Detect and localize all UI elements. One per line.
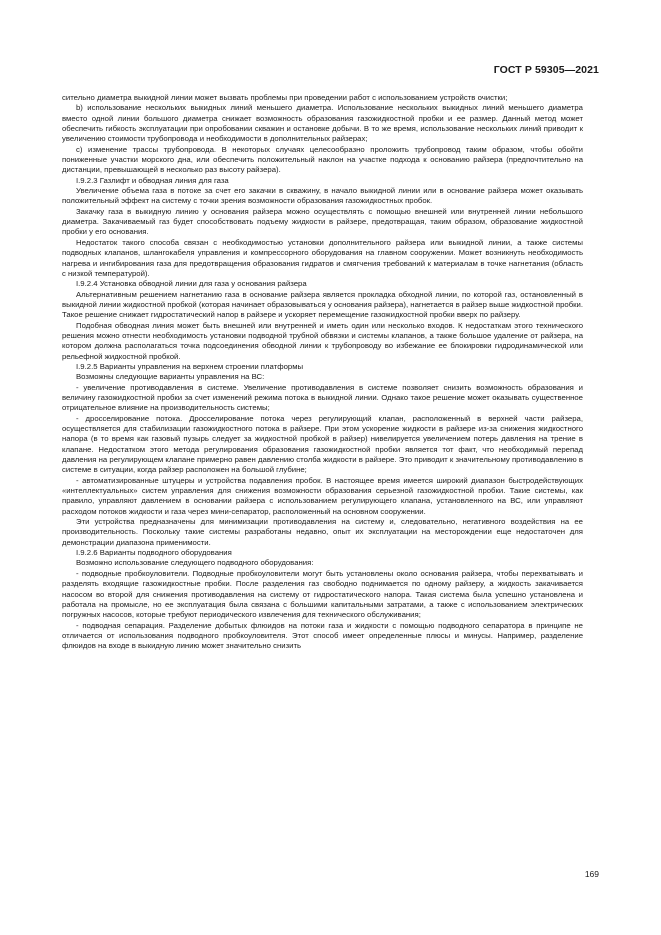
document-code-header: ГОСТ Р 59305—2021 <box>493 64 599 76</box>
paragraph: c) изменение трассы трубопровода. В некоторых случаях целесообразно проложить трубопровод таким образом, чтобы обойти пониженные участки морского дна, или обеспечить положительный наклон на участке подхода к основанию райзера (предпочтительно на дистанции, превышающей в несколько раз высоту райзера). <box>62 144 583 175</box>
list-item: - автоматизированные штуцеры и устройства подавления пробок. В настоящее время имеется широкий диапазон быстродействующих «интеллектуальных» систем управления для снижения возможности образования серьезной газожидкостной пробки. Такие системы, как правило, управляют давлением в основании райзера с использованием регулирующего клапана, установленного на ВС, или управляют расходом потоков жидкости и газа через мини-сепаратор, расположенный на основном сооружении. <box>62 475 583 516</box>
paragraph: Альтернативным решением нагнетанию газа в основание райзера является прокладка обходной линии, по которой газ, остановленный в выкидной линии жидкостной пробкой (которая начинает образовываться у основания райзера), нагнетается в райзер выше жидкостной пробки. Такое решение снижает гидростатический напор в райзере и ускоряет перемещение газожидкостной пробки вверх по райзеру. <box>62 289 583 320</box>
paragraph: Возможно использование следующего подводного оборудования: <box>76 558 314 568</box>
paragraph: Недостаток такого способа связан с необходимостью установки дополнительного райзера или выкидной линии, а также системы подводных клапанов, шлангокабеля управления и компрессорного оборудования на главном сооружении. Может возникнуть необходимость нагрева и ингибирования газа для предотвращения образования гидратов и смягчения требований к материалам в точке нагнетания (область с низкой температурой). <box>62 237 583 278</box>
list-item: - подводная сепарация. Разделение добытых флюидов на потоки газа и жидкости с помощью подводного сепаратора в принципе не отличается от использования подводного пробкоуловителя. Этот способ имеет определенные плюсы и минусы. Например, разделение флюидов на входе в выкидную линию может значительно снизить <box>62 620 583 651</box>
paragraph: Закачку газа в выкидную линию у основания райзера можно осуществлять с помощью внешней или внутренней линии небольшого диаметра. Закачиваемый газ будет способствовать подъему жидкости в райзере, предотвращая, таким образом, образование жидкостной пробки у его основания. <box>62 206 583 237</box>
list-item: - увеличение противодавления в системе. Увеличение противодавления в системе позволяет снизить возможность образования и величину газожидкостной пробки за счет изменений режима потока в выкидной линии. Однако такое решение может оказывать существенное отрицательное влияние на производительность системы; <box>62 382 583 413</box>
section-heading: I.9.2.4 Установка обводной линии для газа у основания райзера <box>76 279 307 289</box>
paragraph: Увеличение объема газа в потоке за счет его закачки в скважину, в начало выкидной линии или в основание райзера может оказывать положительный эффект на систему с точки зрения возможности образования газожидкостных пробок. <box>62 186 583 206</box>
paragraph: Подобная обводная линия может быть внешней или внутренней и иметь один или несколько входов. К недостаткам этого технического решения можно отнести необходимость установки подводной трубной обвязки и системы клапанов, а также большое удаление от райзера, на котором должна располагаться точка подсоединения обводной линии к трубопроводу во избежание ее блокировки гидродинамической или рельефной жидкостной пробкой. <box>62 320 583 361</box>
list-item: - подводные пробкоуловители. Подводные пробкоуловители могут быть установлены около основания райзера, чтобы перехватывать и разделять входящие газожидкостные пробки. После разделения газ свободно поднимается по одному райзеру, а жидкость закачивается насосом во второй для снижения противодавления на систему от гидростатического напора. Такая система была успешно установлена и работала на промысле, но ее эксплуатация была связана с большими капитальными затратами, а также с использованием электрических погружных насосов, которые требуют периодического извлечения для технического обслуживания; <box>62 568 583 620</box>
section-heading: I.9.2.5 Варианты управления на верхнем строении платформы <box>76 361 304 371</box>
paragraph: b) использование нескольких выкидных линий меньшего диаметра. Использование нескольких выкидных линий меньшего диаметра вместо одной линии большого диаметра снижает возможность образования газожидкостной пробки и ее размер. Данный метод может обеспечить гибкость эксплуатации при опробовании скважин и остановке добычи. В то же время, использование нескольких линий приводит к увеличению стоимости трубопровода и необходимости в дополнительных райзерах; <box>62 103 583 144</box>
page-number: 169 <box>584 869 599 879</box>
section-heading: I.9.2.6 Варианты подводного оборудования <box>76 548 232 558</box>
document-body <box>62 93 583 652</box>
paragraph: Эти устройства предназначены для минимизации противодавления на систему и, следовательно, негативного воздействия на ее производительность. Поскольку такие системы разработаны недавно, опыт их эксплуатации на месторождении еще недостаточен для демонстрации диапазона применимости. <box>62 517 583 547</box>
paragraph: Возможны следующие варианты управления на ВС: <box>76 372 265 382</box>
section-heading: I.9.2.3 Газлифт и обводная линия для газа <box>76 175 229 185</box>
paragraph-continuation: сительно диаметра выкидной линии может вызвать проблемы при проведении работ с использованием устройств очистки; <box>62 93 508 102</box>
list-item: - дросселирование потока. Дросселирование потока через регулирующий клапан, расположенный в верхней части райзера, осуществляется для стабилизации газожидкостного потока в райзере. При этом ускорение жидкости в райзере из-за снижения жидкостного напора (в то время как газовый пузырь следует за жидкостной пробкой в райзер) нивелируется увеличением потерь давления на трение в клапане. Недостатком этого метода регулирования образования газожидкостной пробки является тот факт, что необходимый перепад давления на регулирующем клапане примерно равен давлению столба жидкости в райзере. Это приводит к значительному противодавлению в системе в ситуации, когда райзер расположен на большой глубине; <box>62 413 583 475</box>
